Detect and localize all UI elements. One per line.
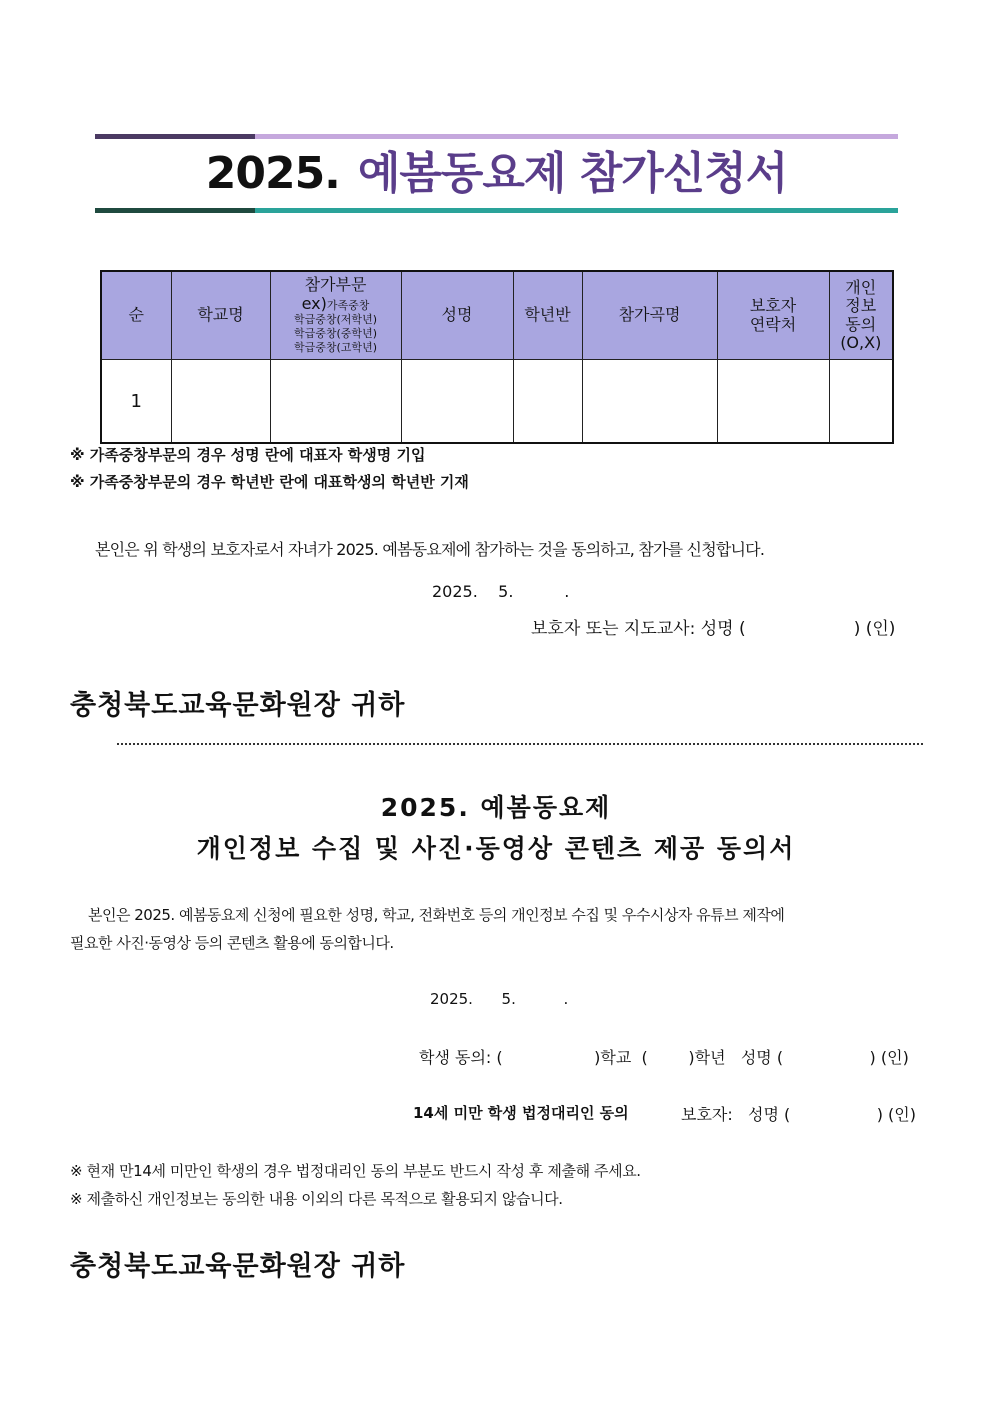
page-title (95, 146, 898, 202)
application-table (100, 270, 894, 444)
cut-line-divider (117, 743, 923, 745)
table-header-row (101, 271, 893, 360)
header-song: 참가곡명 (582, 271, 717, 360)
consent-addressee: 충청북도교육문화원장 귀하 (70, 1251, 406, 1282)
title-bar-bottom-dark (95, 208, 255, 213)
header-guardian-line1: 보호자 (749, 296, 797, 316)
cell-name[interactable] (401, 360, 513, 444)
header-category-low: 학급중창(저학년) (294, 313, 377, 327)
header-guardian-line2: 연락처 (749, 314, 797, 334)
header-category-title: 참가부문 (304, 275, 367, 295)
header-category-family: 가족중창 (326, 298, 370, 312)
header-school: 학교명 (171, 271, 270, 360)
title-main: 예봄동요제 참가신청서 (357, 148, 788, 199)
header-grade-class: 학년반 (513, 271, 582, 360)
application-signature: 보호자 또는 지도교사: 성명 ( ) (인) (531, 619, 896, 639)
consent-note-1: ※ 현재 만14세 미만인 학생의 경우 법정대리인 동의 부분도 반드시 작성 후 제출해 주세요. (70, 1162, 641, 1180)
cell-song[interactable] (582, 360, 717, 444)
header-category-high: 학급중창(고학년) (294, 340, 377, 354)
header-consent-line2: 정보 (845, 296, 877, 316)
title-bar-top-light (255, 134, 898, 139)
header-category-ex: ex) (301, 293, 327, 313)
consent-body-line2: 필요한 사진·동영상 등의 콘텐츠 활용에 동의합니다. (70, 934, 394, 952)
header-consent-line1: 개인 (845, 277, 877, 297)
cell-category[interactable] (270, 360, 401, 444)
consent-note-2: ※ 제출하신 개인정보는 동의한 내용 이외의 다른 목적으로 활용되지 않습니다. (70, 1190, 563, 1208)
title-year: 2025. (205, 148, 340, 199)
header-guardian (717, 271, 829, 360)
consent-title-line1: 2025. 예봄동요제 (380, 793, 612, 822)
title-bar-top-dark (95, 134, 255, 139)
cell-consent[interactable] (829, 360, 893, 444)
cell-school[interactable] (171, 360, 270, 444)
table-row (101, 360, 893, 444)
header-category-ex-line (271, 295, 401, 313)
header-consent-line4: (O,X) (840, 332, 882, 352)
header-category (270, 271, 401, 360)
header-consent (829, 271, 893, 360)
cell-order: 1 (101, 360, 171, 444)
title-bar-bottom-light (255, 208, 898, 213)
consent-legal-signature: 보호자: 성명 ( ) (인) (681, 1105, 916, 1124)
application-note-1: ※ 가족중창부문의 경우 성명 란에 대표자 학생명 기입 (70, 446, 426, 464)
application-statement: 본인은 위 학생의 보호자로서 자녀가 2025. 예봄동요제에 참가하는 것을 동의하고, 참가를 신청합니다. (95, 540, 765, 559)
consent-title-line2: 개인정보 수집 및 사진·동영상 콘텐츠 제공 동의서 (196, 834, 796, 863)
header-name: 성명 (401, 271, 513, 360)
consent-body-line1: 본인은 2025. 예봄동요제 신청에 필요한 성명, 학교, 전화번호 등의 개인정보 수집 및 우수시상자 유튜브 제작에 (88, 906, 785, 924)
cell-grade-class[interactable] (513, 360, 582, 444)
consent-student-signature: 학생 동의: ( )학교 ( )학년 성명 ( ) (인) (419, 1048, 909, 1067)
application-addressee: 충청북도교육문화원장 귀하 (70, 690, 406, 721)
header-consent-line3: 동의 (845, 314, 877, 334)
header-order: 순 (101, 271, 171, 360)
cell-guardian[interactable] (717, 360, 829, 444)
application-note-2: ※ 가족중창부문의 경우 학년반 란에 대표학생의 학년반 기재 (70, 473, 469, 491)
consent-legal-label: 14세 미만 학생 법정대리인 동의 (413, 1104, 629, 1122)
consent-date: 2025. 5. . (430, 990, 569, 1008)
application-date: 2025. 5. . (432, 582, 570, 601)
header-category-mid: 학급중창(중학년) (294, 327, 377, 341)
